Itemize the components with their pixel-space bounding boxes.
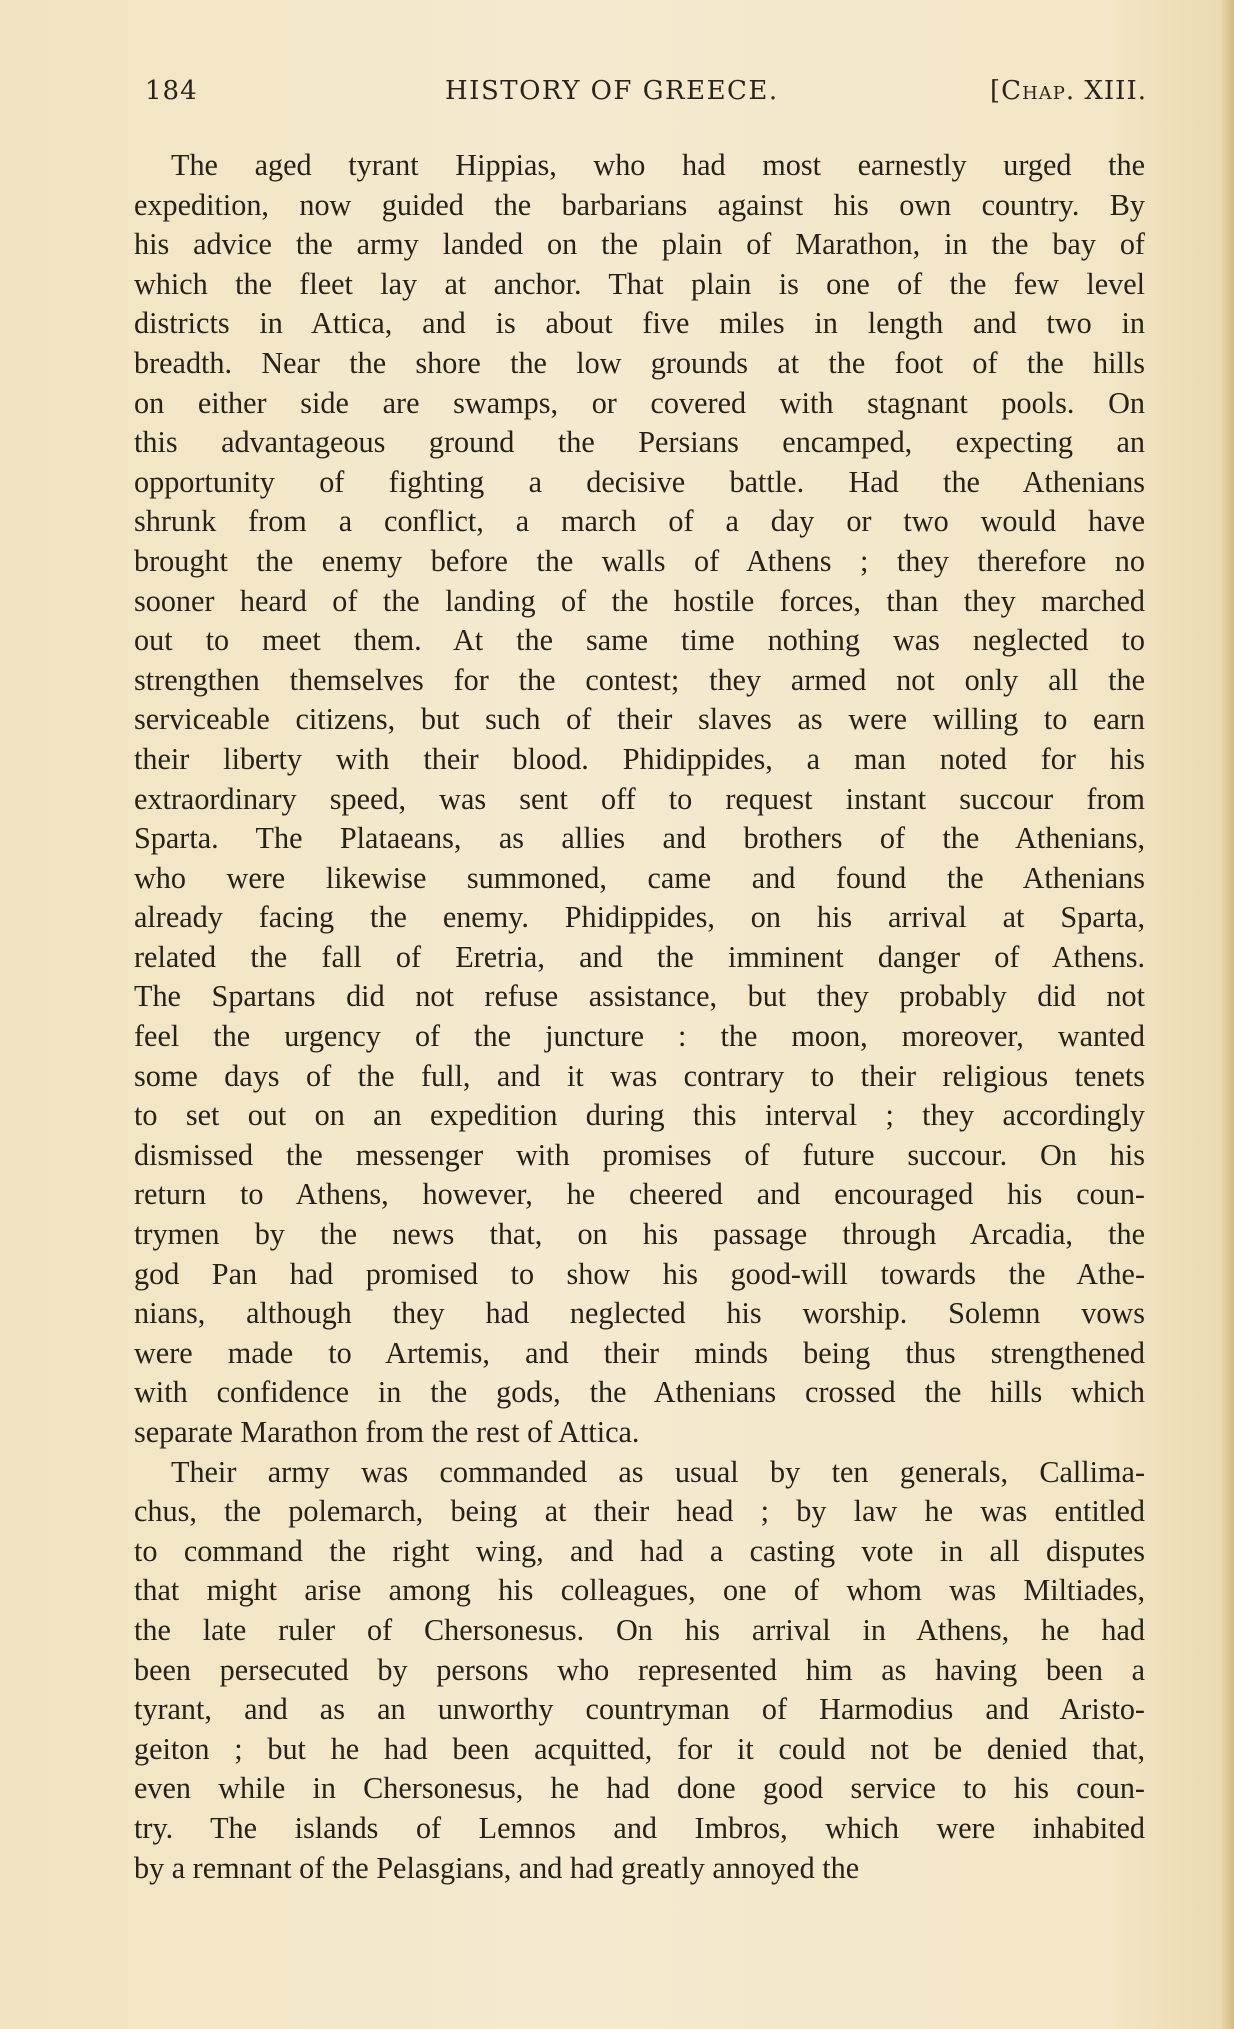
text-line: god Pan had promised to show his good-will towards the Athe-	[134, 1256, 1145, 1291]
text-line: some days of the full, and it was contrary to their religious tenets	[134, 1058, 1145, 1093]
text-line: feel the urgency of the juncture : the moon, moreover, wanted	[134, 1019, 1145, 1054]
text-line: were made to Artemis, and their minds being thus strengthened	[134, 1335, 1145, 1370]
paragraph	[134, 1453, 1145, 1889]
running-head	[145, 76, 1147, 116]
text-line: serviceable citizens, but such of their slaves as were willing to earn	[134, 702, 1145, 737]
text-line: to command the right wing, and had a casting vote in all disputes	[134, 1533, 1145, 1568]
text-line: chus, the polemarch, being at their head ; by law he was entitled	[134, 1494, 1145, 1529]
text-line: expedition, now guided the barbarians against his own country. By	[134, 187, 1145, 222]
text-line: to set out on an expedition during this interval ; they accordingly	[134, 1098, 1145, 1133]
text-line: that might arise among his colleagues, one of whom was Miltiades,	[134, 1573, 1145, 1608]
book-title: HISTORY OF GREECE.	[445, 76, 779, 106]
text-line: tyrant, and as an unworthy countryman of Harmodius and Aristo-	[134, 1692, 1145, 1727]
text-line: opportunity of fighting a decisive battle. Had the Athenians	[134, 464, 1145, 499]
text-line: The Spartans did not refuse assistance, but they probably did not	[134, 979, 1145, 1014]
text-line: on either side are swamps, or covered with stagnant pools. On	[134, 385, 1145, 420]
text-line: sooner heard of the landing of the hostile forces, than they marched	[134, 583, 1145, 618]
page-number: 184	[145, 76, 198, 106]
text-line: been persecuted by persons who represented him as having been a	[134, 1652, 1145, 1687]
text-line: Sparta. The Plataeans, as allies and brothers of the Athenians,	[134, 821, 1145, 856]
text-line: brought the enemy before the walls of Athens ; they therefore no	[134, 543, 1145, 578]
body-text	[134, 146, 1145, 1888]
text-line: dismissed the messenger with promises of future succour. On his	[134, 1137, 1145, 1172]
text-line: which the fleet lay at anchor. That plain is one of the few level	[134, 266, 1145, 301]
text-line: who were likewise summoned, came and found the Athenians	[134, 860, 1145, 895]
text-line: even while in Chersonesus, he had done good service to his coun-	[134, 1771, 1145, 1806]
text-line: Their army was commanded as usual by ten generals, Callima-	[171, 1454, 1145, 1489]
text-line: breadth. Near the shore the low grounds at the foot of the hills	[134, 345, 1145, 380]
text-line: The aged tyrant Hippias, who had most earnestly urged the	[171, 148, 1145, 182]
page-edge-shadow	[1220, 0, 1234, 2029]
text-line: separate Marathon from the rest of Attica.	[134, 1415, 640, 1449]
text-line: extraordinary speed, was sent off to request instant succour from	[134, 781, 1145, 816]
chapter-reference: [Chap. XIII.	[990, 76, 1147, 106]
text-line: by a remnant of the Pelasgians, and had greatly annoyed the	[134, 1850, 860, 1885]
text-line: trymen by the news that, on his passage through Arcadia, the	[134, 1217, 1145, 1252]
text-line: return to Athens, however, he cheered and encouraged his coun-	[134, 1177, 1145, 1212]
paragraph	[134, 146, 1145, 1453]
text-line: his advice the army landed on the plain of Marathon, in the bay of	[134, 227, 1145, 262]
text-line: strengthen themselves for the contest; they armed not only all the	[134, 662, 1145, 697]
text-line: their liberty with their blood. Phidippides, a man noted for his	[134, 741, 1145, 776]
text-line: districts in Attica, and is about five miles in length and two in	[134, 306, 1145, 341]
text-line: already facing the enemy. Phidippides, on his arrival at Sparta,	[134, 900, 1145, 935]
text-line: geiton ; but he had been acquitted, for it could not be denied that,	[134, 1731, 1145, 1766]
text-line: shrunk from a conflict, a march of a day or two would have	[134, 504, 1145, 539]
text-line: nians, although they had neglected his worship. Solemn vows	[134, 1296, 1145, 1331]
text-line: this advantageous ground the Persians encamped, expecting an	[134, 425, 1145, 460]
text-line: try. The islands of Lemnos and Imbros, which were inhabited	[134, 1810, 1145, 1845]
text-line: with confidence in the gods, the Athenians crossed the hills which	[134, 1375, 1145, 1410]
text-line: the late ruler of Chersonesus. On his arrival in Athens, he had	[134, 1612, 1145, 1647]
text-line: out to meet them. At the same time nothing was neglected to	[134, 623, 1145, 658]
text-line: related the fall of Eretria, and the imminent danger of Athens.	[134, 939, 1145, 974]
